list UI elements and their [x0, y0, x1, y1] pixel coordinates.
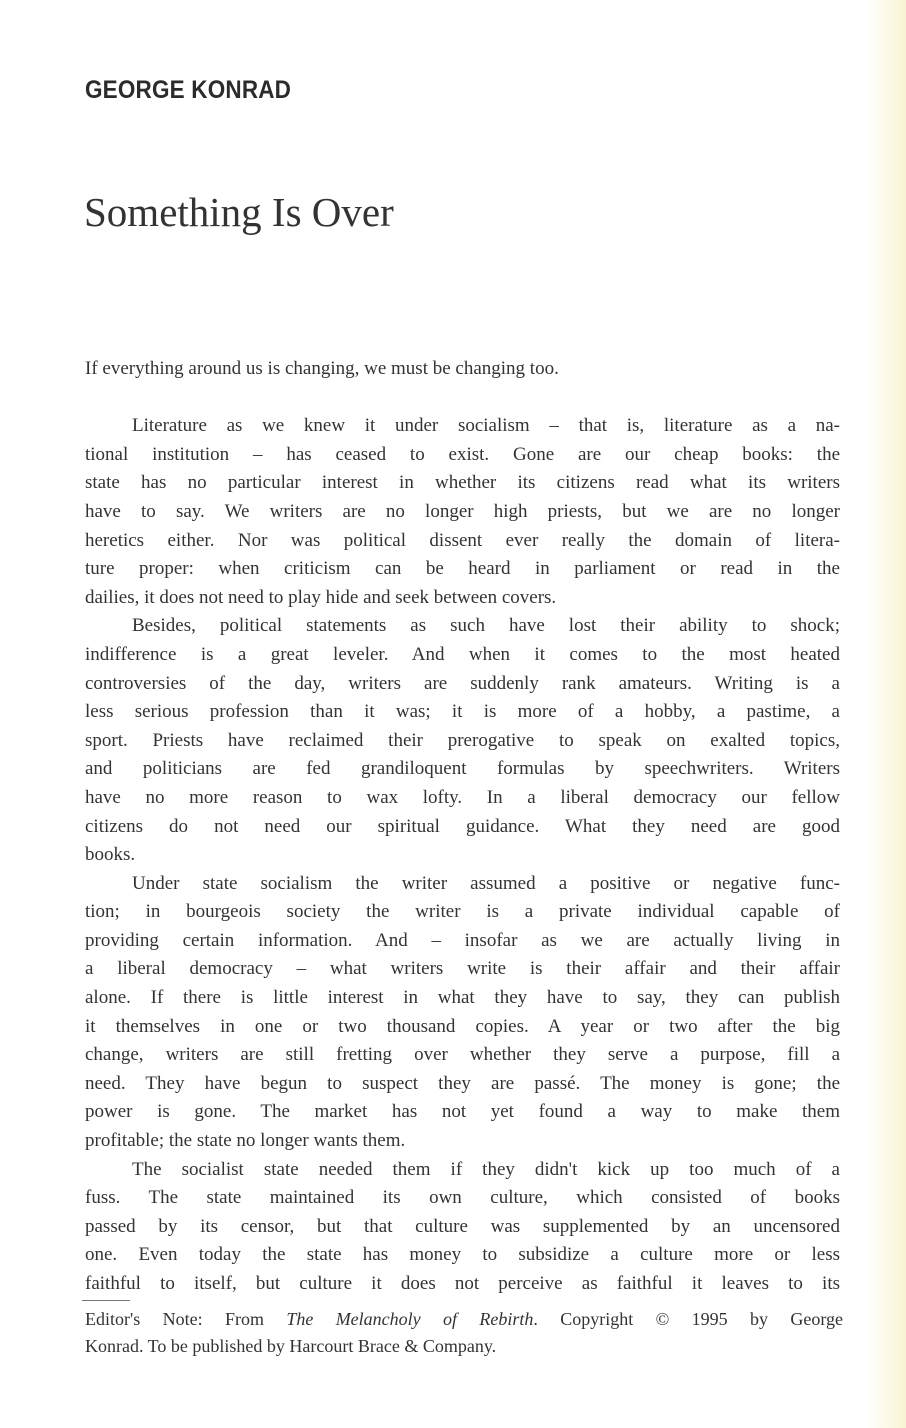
footnote-suffix: . Copyright © 1995 by George — [533, 1309, 843, 1329]
text-line: dailies, it does not need to play hide and seek between covers. — [85, 586, 557, 608]
text-line: have no more reason to wax lofty. In a liberal democracy our fellow — [85, 786, 840, 808]
text-line: change, writers are still fretting over whether they serve a purpose, fill a — [85, 1044, 840, 1066]
paragraph — [85, 1156, 840, 1299]
author-name: GEORGE KONRAD — [85, 76, 292, 104]
text-line: one. Even today the state has money to subsidize a culture more or less — [85, 1244, 840, 1266]
text-line: citizens do not need our spiritual guidance. What they need are good — [85, 815, 840, 837]
text-line: Under state socialism the writer assumed a positive or negative func- — [132, 872, 840, 894]
text-line: have to say. We writers are no longer high priests, but we are no longer — [85, 500, 840, 522]
text-line: fuss. The state maintained its own culture, which consisted of books — [85, 1187, 840, 1209]
paragraph-gap — [85, 384, 840, 413]
text-line: faithful to itself, but culture it does not perceive as faithful it leaves to its — [85, 1273, 840, 1294]
footnote-line — [85, 1306, 843, 1333]
text-line: indifference is a great leveler. And when it comes to the most heated — [85, 643, 840, 665]
text-line: and politicians are fed grandiloquent formulas by speechwriters. Writers — [85, 758, 840, 780]
text-line: sport. Priests have reclaimed their prerogative to speak on exalted topics, — [85, 729, 840, 751]
essay-title: Something Is Over — [84, 189, 394, 235]
text-line: Besides, political statements as such have lost their ability to shock; — [132, 615, 840, 637]
paragraph — [85, 612, 840, 869]
text-line: ture proper: when criticism can be heard in parliament or read in the — [85, 558, 840, 580]
text-line: books. — [85, 844, 136, 866]
text-line: state has no particular interest in whether its citizens read what its writers — [85, 472, 840, 494]
page-edge-tint — [866, 0, 906, 1428]
footnote-book-title: The Melancholy of Rebirth — [286, 1309, 534, 1329]
text-line: power is gone. The market has not yet found a way to make them — [85, 1101, 840, 1123]
text-line: Literature as we knew it under socialism – that is, literature as a na- — [132, 415, 840, 437]
text-line: If everything around us is changing, we must be changing too. — [85, 358, 559, 379]
text-line: alone. If there is little interest in what they have to say, they can publish — [85, 987, 840, 1009]
text-line: The socialist state needed them if they didn't kick up too much of a — [132, 1158, 840, 1180]
footnote-rule — [82, 1300, 130, 1301]
paragraph — [85, 870, 840, 1156]
text-line: controversies of the day, writers are suddenly rank amateurs. Writing is a — [85, 672, 840, 694]
text-line: a liberal democracy – what writers write is their affair and their affair — [85, 958, 840, 980]
footnote-line: Konrad. To be published by Harcourt Brace & Company. — [85, 1336, 497, 1356]
text-line: need. They have begun to suspect they are passé. The money is gone; the — [85, 1072, 840, 1094]
text-line: providing certain information. And – insofar as we are actually living in — [85, 929, 840, 951]
text-line: profitable; the state no longer wants them. — [85, 1130, 406, 1152]
editors-note — [85, 1306, 843, 1360]
text-line: tional institution – has ceased to exist. Gone are our cheap books: the — [85, 443, 840, 465]
text-line: tion; in bourgeois society the writer is a private individual capable of — [85, 901, 840, 923]
footnote-prefix: Editor's Note: From — [85, 1309, 287, 1329]
essay-body — [85, 355, 840, 1299]
text-line: it themselves in one or two thousand copies. A year or two after the big — [85, 1015, 840, 1037]
text-line: passed by its censor, but that culture was supplemented by an uncensored — [85, 1215, 840, 1237]
text-line: heretics either. Nor was political dissent ever really the domain of litera- — [85, 529, 840, 551]
text-line: less serious profession than it was; it is more of a hobby, a pastime, a — [85, 701, 840, 723]
paragraph — [85, 412, 840, 612]
paragraph — [85, 355, 840, 384]
